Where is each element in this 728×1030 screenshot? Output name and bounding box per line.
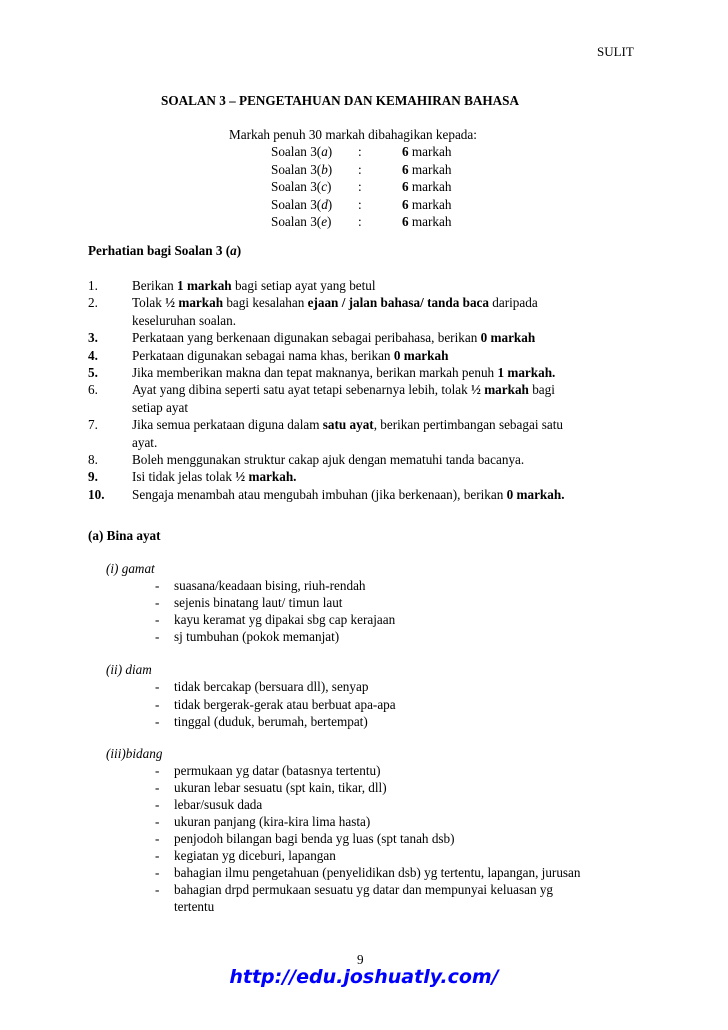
- meaning-item: bahagian drpd permukaan sesuatu yg datar dan mempunyai keluasan yg: [174, 882, 554, 897]
- bullet-dash: -: [155, 848, 160, 863]
- bullet-dash: -: [155, 814, 160, 829]
- bullet-dash: -: [155, 578, 160, 593]
- rule-text: Isi tidak jelas tolak ½ markah.: [132, 469, 297, 485]
- rule-text: Ayat yang dibina seperti satu ayat tetapi sebenarnya lebih, tolak ½ markah bagi: [132, 382, 555, 398]
- marks-separator: :: [358, 161, 362, 177]
- marks-question: Soalan 3(d): [271, 196, 333, 212]
- bullet-dash: -: [155, 882, 160, 897]
- bullet-dash: -: [155, 865, 160, 880]
- bullet-dash: -: [155, 697, 160, 712]
- attention-heading: Perhatian bagi Soalan 3 (a): [88, 243, 242, 258]
- rule-number: 10.: [88, 486, 105, 502]
- rule-number: 1.: [88, 278, 98, 293]
- rule-number: 8.: [88, 452, 98, 467]
- meaning-item: tidak bergerak-gerak atau berbuat apa-apa: [174, 697, 396, 712]
- bullet-dash: -: [155, 595, 160, 610]
- meaning-item: kegiatan yg diceburi, lapangan: [174, 848, 336, 863]
- rule-number: 5.: [88, 365, 98, 380]
- meaning-item: suasana/keadaan bising, riuh-rendah: [174, 578, 366, 593]
- word-item-heading: (i) gamat: [106, 561, 155, 576]
- marks-value: 6 markah: [402, 161, 452, 177]
- section-a-heading: (a) Bina ayat: [88, 528, 161, 543]
- meaning-item: ukuran panjang (kira-kira lima hasta): [174, 814, 371, 829]
- meaning-item: penjodoh bilangan bagi benda yg luas (spt tanah dsb): [174, 831, 455, 846]
- marks-separator: :: [358, 179, 362, 194]
- meaning-item: sejenis binatang laut/ timun laut: [174, 595, 343, 610]
- word-item-heading: (ii) diam: [106, 662, 152, 677]
- rule-text: Jika memberikan makna dan tepat maknanya, berikan markah penuh 1 markah.: [132, 365, 556, 380]
- bullet-dash: -: [155, 679, 160, 694]
- meaning-item: sj tumbuhan (pokok memanjat): [174, 629, 340, 644]
- rule-number: 7.: [88, 417, 98, 433]
- marks-question: Soalan 3(c): [271, 179, 332, 194]
- marks-question: Soalan 3(a): [271, 144, 333, 159]
- marks-separator: :: [358, 214, 362, 229]
- page-number: 9: [357, 952, 364, 967]
- bullet-dash: -: [155, 780, 160, 795]
- rule-text: Boleh menggunakan struktur cakap ajuk dengan mematuhi tanda bacanya.: [132, 452, 525, 467]
- marks-value: 6 markah: [402, 179, 452, 194]
- rule-text: Tolak ½ markah bagi kesalahan ejaan / jalan bahasa/ tanda baca daripada: [132, 295, 538, 311]
- rule-text: Perkataan yang berkenaan digunakan sebagai peribahasa, berikan 0 markah: [132, 330, 536, 346]
- marks-question: Soalan 3(e): [271, 214, 332, 229]
- rule-number: 9.: [88, 469, 98, 485]
- marks-separator: :: [358, 144, 362, 159]
- meaning-item: bahagian ilmu pengetahuan (penyelidikan dsb) yg tertentu, lapangan, jurusan: [174, 865, 581, 880]
- bullet-dash: -: [155, 612, 160, 627]
- bullet-dash: -: [155, 629, 160, 644]
- rule-text: setiap ayat: [132, 399, 189, 415]
- footer-url-link[interactable]: http://edu.joshuatly.com/: [229, 966, 499, 988]
- marks-intro: Markah penuh 30 markah dibahagikan kepada:: [229, 127, 477, 142]
- meaning-item: tidak bercakap (bersuara dll), senyap: [174, 679, 369, 694]
- meaning-item: permukaan yg datar (batasnya tertentu): [174, 763, 381, 778]
- meaning-item: tinggal (duduk, berumah, bertempat): [174, 714, 368, 729]
- meaning-item: kayu keramat yg dipakai sbg cap kerajaan: [174, 612, 396, 627]
- meaning-item: ukuran lebar sesuatu (spt kain, tikar, dll): [174, 780, 387, 795]
- rule-number: 3.: [88, 330, 98, 346]
- marks-separator: :: [358, 196, 362, 212]
- rule-text: Sengaja menambah atau mengubah imbuhan (jika berkenaan), berikan 0 markah.: [132, 486, 565, 502]
- marks-value: 6 markah: [402, 144, 452, 159]
- confidentiality-label: SULIT: [597, 44, 634, 59]
- bullet-dash: -: [155, 763, 160, 778]
- rule-number: 6.: [88, 382, 98, 398]
- marks-question: Soalan 3(b): [271, 161, 333, 177]
- meaning-item: tertentu: [174, 899, 215, 914]
- rule-text: keseluruhan soalan.: [132, 312, 236, 328]
- page-title: SOALAN 3 – PENGETAHUAN DAN KEMAHIRAN BAHASA: [161, 93, 520, 108]
- bullet-dash: -: [155, 797, 160, 812]
- rule-text: Perkataan digunakan sebagai nama khas, berikan 0 markah: [132, 347, 449, 363]
- bullet-dash: -: [155, 714, 160, 729]
- marks-value: 6 markah: [402, 196, 452, 212]
- rule-text: ayat.: [132, 434, 158, 450]
- meaning-item: lebar/susuk dada: [174, 797, 263, 812]
- rule-number: 2.: [88, 295, 98, 311]
- rule-text: Berikan 1 markah bagi setiap ayat yang betul: [132, 278, 376, 293]
- bullet-dash: -: [155, 831, 160, 846]
- word-item-heading: (iii)bidang: [106, 746, 163, 761]
- rule-number: 4.: [88, 347, 98, 363]
- rule-text: Jika semua perkataan diguna dalam satu ayat, berikan pertimbangan sebagai satu: [132, 417, 564, 433]
- marks-value: 6 markah: [402, 214, 452, 229]
